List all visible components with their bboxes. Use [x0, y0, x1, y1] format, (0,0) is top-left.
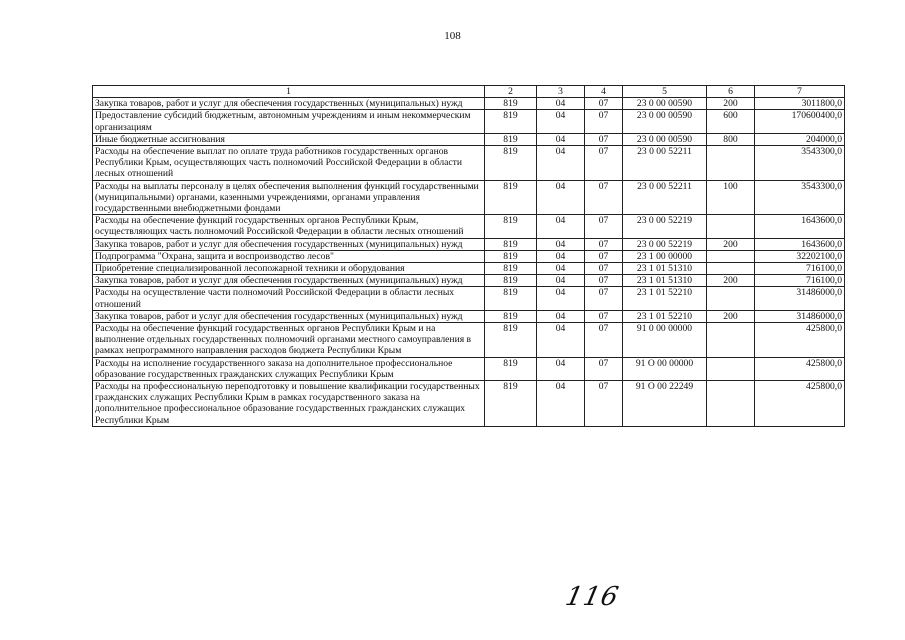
row-name-cell: Подпрограмма "Охрана, защита и воспроизводство лесов" — [93, 250, 485, 262]
ministry-code-cell: 819 — [485, 357, 537, 380]
section-cell: 04 — [537, 287, 585, 310]
ministry-code-cell: 819 — [485, 287, 537, 310]
amount-cell: 31486000,0 — [755, 310, 845, 322]
row-name-cell: Расходы на выплаты персоналу в целях обеспечения выполнения функций государственными (муниципальными) органами, казенными учреждениями, органами управления государственными внебюджетными фондами — [93, 180, 485, 215]
expense-type-cell — [707, 381, 755, 427]
handwritten-sheet-number: 116 — [562, 582, 622, 612]
amount-cell: 170600400,0 — [755, 110, 845, 133]
amount-cell: 31486000,0 — [755, 287, 845, 310]
target-item-cell: 91 О 00 00000 — [623, 357, 707, 380]
amount-cell: 204000,0 — [755, 133, 845, 145]
table-row — [93, 323, 845, 358]
ministry-code-cell: 819 — [485, 238, 537, 250]
subsection-cell: 07 — [585, 250, 623, 262]
target-item-cell: 23 0 00 52211 — [623, 146, 707, 181]
section-cell: 04 — [537, 263, 585, 275]
expense-type-cell: 100 — [707, 180, 755, 215]
row-name-cell: Закупка товаров, работ и услуг для обеспечения государственных (муниципальных) нужд — [93, 310, 485, 322]
subsection-cell: 07 — [585, 180, 623, 215]
column-header-3: 3 — [537, 86, 585, 98]
row-name-cell: Приобретение специализированной лесопожарной техники и оборудования — [93, 263, 485, 275]
column-header-1: 1 — [93, 86, 485, 98]
expense-type-cell: 200 — [707, 98, 755, 110]
target-item-cell: 91 0 00 00000 — [623, 323, 707, 358]
expense-type-cell — [707, 357, 755, 380]
table-row — [93, 310, 845, 322]
page-number: 108 — [444, 30, 461, 42]
ministry-code-cell: 819 — [485, 381, 537, 427]
row-name-cell: Расходы на исполнение государственного заказа на дополнительное профессиональное образование государственных гражданских служащих Республики Крым — [93, 357, 485, 380]
section-cell: 04 — [537, 110, 585, 133]
amount-cell: 716100,0 — [755, 275, 845, 287]
target-item-cell: 23 0 00 52211 — [623, 180, 707, 215]
row-name-cell: Расходы на осуществление части полномочий Российской Федерации в области лесных отношений — [93, 287, 485, 310]
ministry-code-cell: 819 — [485, 323, 537, 358]
column-header-6: 6 — [707, 86, 755, 98]
row-name-cell: Закупка товаров, работ и услуг для обеспечения государственных (муниципальных) нужд — [93, 98, 485, 110]
section-cell: 04 — [537, 250, 585, 262]
ministry-code-cell: 819 — [485, 263, 537, 275]
section-cell: 04 — [537, 238, 585, 250]
section-cell: 04 — [537, 357, 585, 380]
expense-type-cell — [707, 287, 755, 310]
ministry-code-cell: 819 — [485, 133, 537, 145]
ministry-code-cell: 819 — [485, 98, 537, 110]
row-name-cell: Иные бюджетные ассигнования — [93, 133, 485, 145]
subsection-cell: 07 — [585, 310, 623, 322]
expense-type-cell: 200 — [707, 275, 755, 287]
target-item-cell: 23 0 00 52219 — [623, 215, 707, 238]
table-row — [93, 146, 845, 181]
row-name-cell: Расходы на обеспечение выплат по оплате труда работников государственных органов Республики Крым, осуществляющих часть полномочий Российской Федерации в области лесных отношений — [93, 146, 485, 181]
target-item-cell: 23 1 01 51310 — [623, 275, 707, 287]
table-row — [93, 263, 845, 275]
section-cell: 04 — [537, 180, 585, 215]
expense-type-cell: 200 — [707, 310, 755, 322]
budget-table — [92, 85, 845, 427]
subsection-cell: 07 — [585, 357, 623, 380]
row-name-cell: Расходы на профессиональную переподготовку и повышение квалификации государственных гражданских служащих Республики Крым в рамках государственного заказа на дополнительное профессиональное образование государственных гражданских служащих Республики Крым — [93, 381, 485, 427]
table-row — [93, 381, 845, 427]
target-item-cell: 91 О 00 22249 — [623, 381, 707, 427]
row-name-cell: Расходы на обеспечение функций государственных органов Республики Крым и на выполнение отдельных государственных полномочий органами местного самоуправления в рамках непрограммного направления расходов бюджета Республики Крым — [93, 323, 485, 358]
ministry-code-cell: 819 — [485, 215, 537, 238]
column-header-2: 2 — [485, 86, 537, 98]
table-row — [93, 110, 845, 133]
amount-cell: 1643600,0 — [755, 215, 845, 238]
target-item-cell: 23 1 01 52210 — [623, 287, 707, 310]
amount-cell: 32202100,0 — [755, 250, 845, 262]
table-body — [93, 98, 845, 427]
expense-type-cell — [707, 250, 755, 262]
target-item-cell: 23 0 00 00590 — [623, 98, 707, 110]
subsection-cell: 07 — [585, 323, 623, 358]
amount-cell: 3543300,0 — [755, 146, 845, 181]
section-cell: 04 — [537, 275, 585, 287]
target-item-cell: 23 1 00 00000 — [623, 250, 707, 262]
section-cell: 04 — [537, 215, 585, 238]
subsection-cell: 07 — [585, 146, 623, 181]
amount-cell: 425800,0 — [755, 357, 845, 380]
subsection-cell: 07 — [585, 98, 623, 110]
section-cell: 04 — [537, 98, 585, 110]
amount-cell: 425800,0 — [755, 323, 845, 358]
subsection-cell: 07 — [585, 110, 623, 133]
row-name-cell: Расходы на обеспечение функций государственных органов Республики Крым, осуществляющих часть полномочий Российской Федерации в области лесных отношений — [93, 215, 485, 238]
amount-cell: 716100,0 — [755, 263, 845, 275]
amount-cell: 3011800,0 — [755, 98, 845, 110]
amount-cell: 425800,0 — [755, 381, 845, 427]
subsection-cell: 07 — [585, 238, 623, 250]
subsection-cell: 07 — [585, 275, 623, 287]
ministry-code-cell: 819 — [485, 310, 537, 322]
ministry-code-cell: 819 — [485, 146, 537, 181]
target-item-cell: 23 0 00 00590 — [623, 133, 707, 145]
subsection-cell: 07 — [585, 287, 623, 310]
amount-cell: 1643600,0 — [755, 238, 845, 250]
table-row — [93, 275, 845, 287]
target-item-cell: 23 1 01 51310 — [623, 263, 707, 275]
expense-type-cell — [707, 146, 755, 181]
table-row — [93, 133, 845, 145]
table-header-row — [93, 86, 845, 98]
section-cell: 04 — [537, 323, 585, 358]
section-cell: 04 — [537, 133, 585, 145]
table-row — [93, 238, 845, 250]
target-item-cell: 23 1 01 52210 — [623, 310, 707, 322]
amount-cell: 3543300,0 — [755, 180, 845, 215]
table-row — [93, 357, 845, 380]
expense-type-cell — [707, 215, 755, 238]
target-item-cell: 23 0 00 00590 — [623, 110, 707, 133]
expense-type-cell — [707, 323, 755, 358]
expense-type-cell: 600 — [707, 110, 755, 133]
row-name-cell: Закупка товаров, работ и услуг для обеспечения государственных (муниципальных) нужд — [93, 275, 485, 287]
table-row — [93, 250, 845, 262]
table-row — [93, 215, 845, 238]
expense-type-cell: 800 — [707, 133, 755, 145]
ministry-code-cell: 819 — [485, 180, 537, 215]
expense-type-cell: 200 — [707, 238, 755, 250]
subsection-cell: 07 — [585, 381, 623, 427]
column-header-7: 7 — [755, 86, 845, 98]
section-cell: 04 — [537, 381, 585, 427]
expense-type-cell — [707, 263, 755, 275]
table-row — [93, 287, 845, 310]
target-item-cell: 23 0 00 52219 — [623, 238, 707, 250]
column-header-4: 4 — [585, 86, 623, 98]
section-cell: 04 — [537, 146, 585, 181]
row-name-cell: Закупка товаров, работ и услуг для обеспечения государственных (муниципальных) нужд — [93, 238, 485, 250]
subsection-cell: 07 — [585, 133, 623, 145]
table-row — [93, 98, 845, 110]
ministry-code-cell: 819 — [485, 250, 537, 262]
row-name-cell: Предоставление субсидий бюджетным, автономным учреждениям и иным некоммерческим организациям — [93, 110, 485, 133]
ministry-code-cell: 819 — [485, 110, 537, 133]
subsection-cell: 07 — [585, 263, 623, 275]
subsection-cell: 07 — [585, 215, 623, 238]
table-row — [93, 180, 845, 215]
ministry-code-cell: 819 — [485, 275, 537, 287]
column-header-5: 5 — [623, 86, 707, 98]
section-cell: 04 — [537, 310, 585, 322]
